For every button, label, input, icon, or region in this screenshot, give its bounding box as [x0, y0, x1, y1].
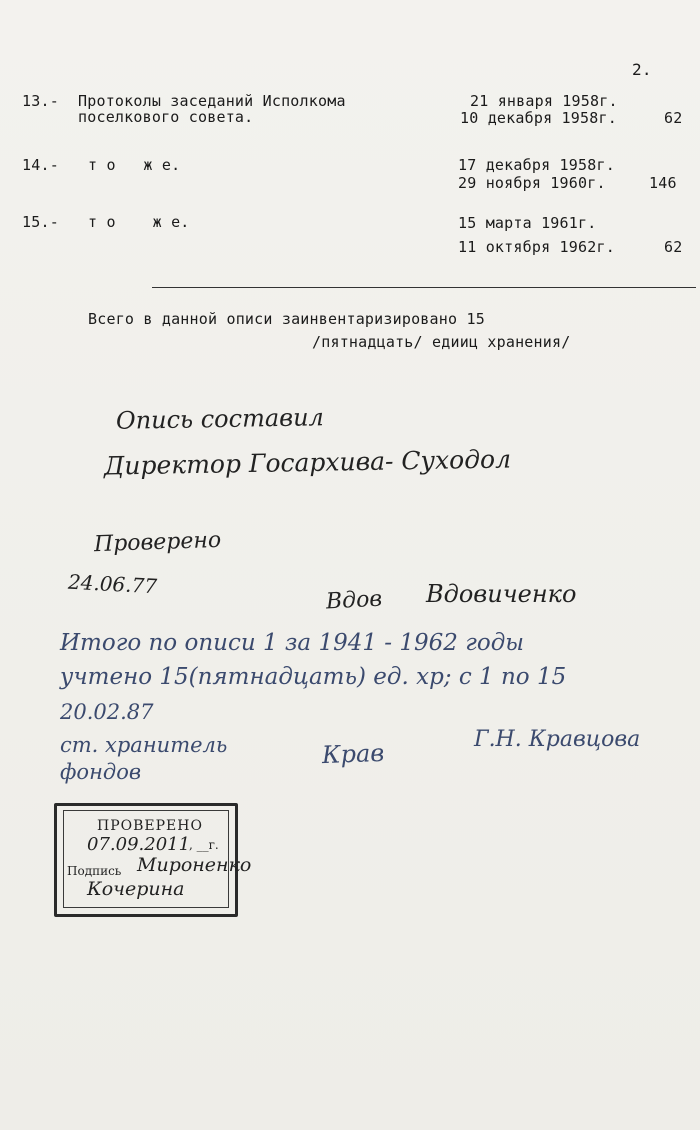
stamp-sign-label: Подпись [67, 864, 122, 878]
entry-14-date-end: 29 ноября 1960г. [458, 174, 606, 192]
stamp-date: 07.09.2011 [87, 834, 191, 855]
hw-keeper-line2: фондов [60, 760, 142, 784]
entry-13-number: 13.- [22, 92, 59, 110]
hw-total-line2: учтено 15(пятнадцать) ед. хр; с 1 по 15 [60, 664, 567, 690]
separator-line [152, 287, 696, 288]
hw-date-87: 20.02.87 [60, 700, 154, 724]
entry-14-date-start: 17 декабря 1958г. [458, 156, 615, 174]
signature-krav: Крав [321, 738, 385, 770]
entry-13-title: Протоколы заседаний Исполкома [78, 92, 346, 110]
stamp-signer-2: Кочерина [87, 878, 185, 900]
entry-15-count: 62 [664, 238, 683, 256]
entry-14-count: 146 [649, 174, 677, 192]
page-number: 2. [632, 60, 652, 79]
entry-15-date-end: 11 октября 1962г. [458, 238, 615, 256]
entry-13-date-end: 10 декабря 1958г. [460, 109, 617, 127]
entry-15-date-start: 15 марта 1961г. [458, 214, 597, 232]
hw-keeper-line1: ст. хранитель [60, 733, 228, 757]
entry-13-title-line2: поселкового совета. [78, 108, 254, 126]
hw-checked: Проверено [93, 527, 222, 558]
signature-vdov: Вдов [325, 586, 383, 615]
entry-15-number: 15.- [22, 213, 59, 231]
summary-line-1: Всего в данной описи заинвентаризировано 15 [88, 310, 485, 328]
entry-14-number: 14.- [22, 156, 59, 174]
entry-15-title: т о ж е. [88, 213, 190, 231]
summary-line-2: /пятнадцать/ едииц хранения/ [312, 333, 571, 351]
entry-14-title: т о ж е. [88, 156, 181, 174]
verification-stamp [54, 803, 252, 917]
hw-checked-date: 24.06.77 [67, 569, 158, 599]
stamp-title: ПРОВЕРЕНО [97, 818, 203, 834]
stamp-signer-1: Мироненко [137, 854, 252, 876]
hw-total-line1: Итого по описи 1 за 1941 - 1962 годы [60, 630, 525, 656]
hw-vdovichenko: Вдовиченко [426, 580, 577, 608]
stamp-year-suffix: , __г. [189, 838, 219, 852]
entry-13-count: 62 [664, 109, 683, 127]
hw-compiled-line2: Директор Госархива- Суходол [103, 444, 512, 481]
entry-13-date-start: 21 января 1958г. [470, 92, 618, 110]
hw-kravtsova: Г.Н. Кравцова [474, 727, 641, 752]
hw-compiled-line1: Опись составил [115, 403, 325, 435]
